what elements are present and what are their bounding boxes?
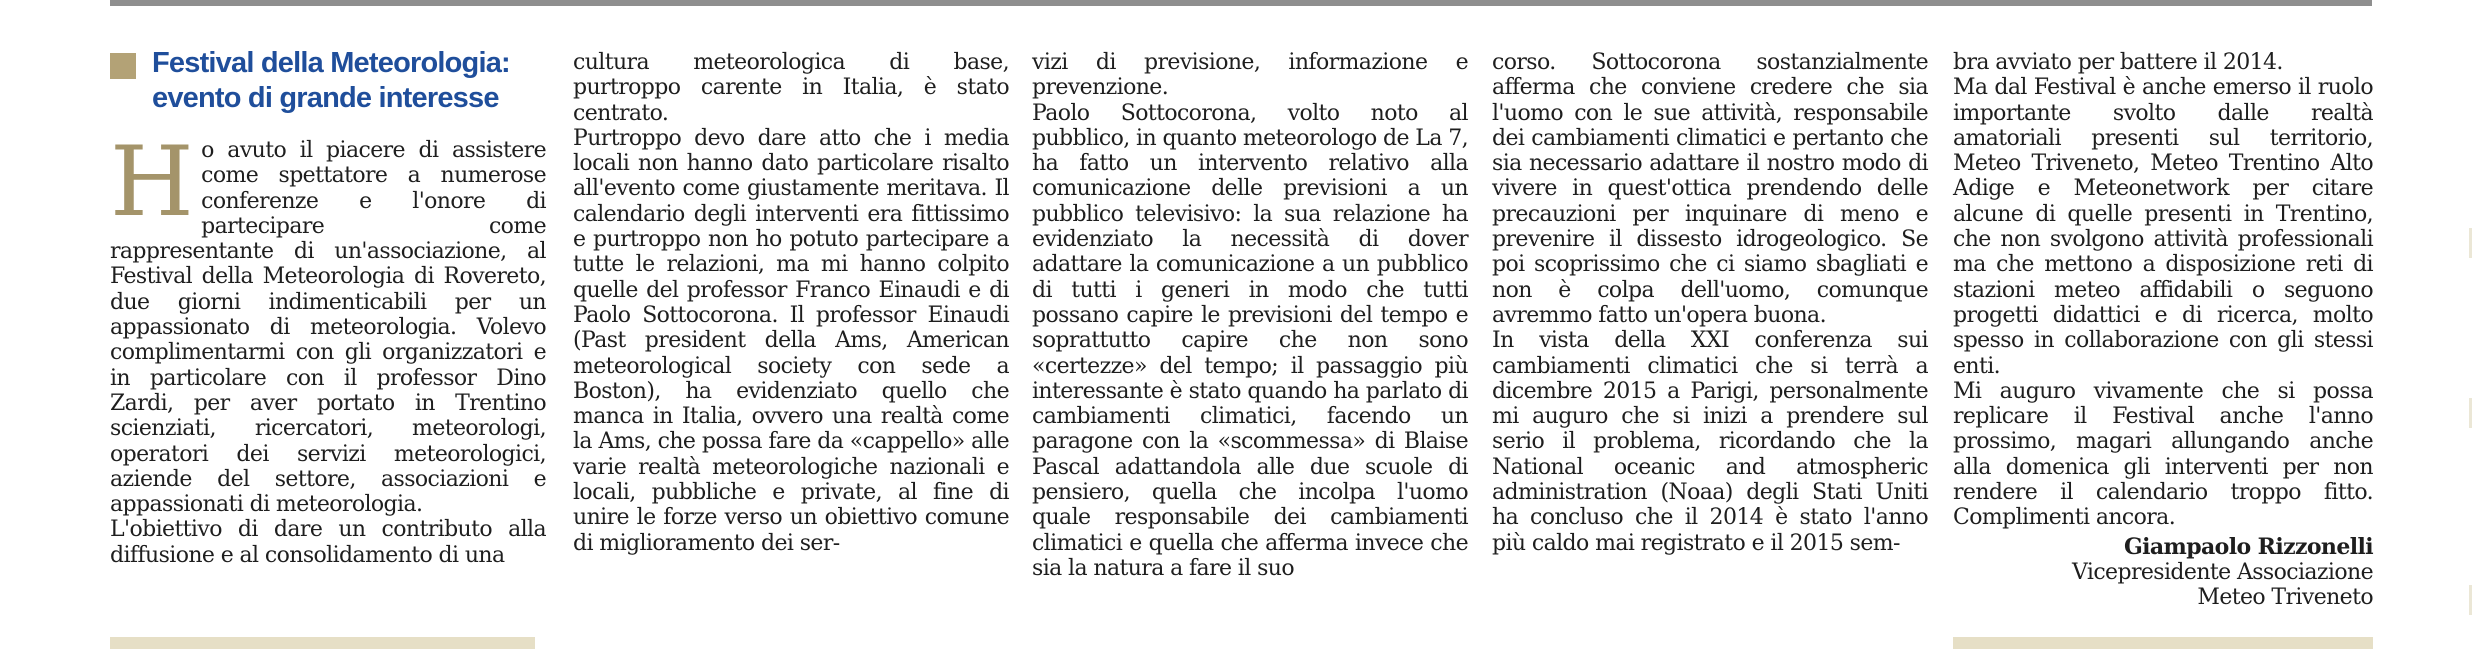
paragraph: Mi auguro vivamente che si possa replicare il Festival anche l'anno prossimo, magari allungando anche alla domenica gli interventi per non rendere il calendario troppo fitto. Complimenti ancora. [1953, 378, 2373, 531]
bottom-band-right [1953, 637, 2373, 649]
column-3 [1032, 50, 1468, 581]
signature-role: Vicepresidente Associazione [2072, 559, 2373, 585]
top-rule [110, 0, 2372, 6]
paragraph: Ma dal Festival è anche emerso il ruolo importante svolto dalle realtà amatoriali presenti sul territorio, Meteo Triveneto, Meteo Trentino Alto Adige e Meteonetwork per citare alcune di quelle presenti in Trentino, che non svolgono attività professionali ma che mettono a disposizione reti di stazioni meteo affidabili o seguono progetti didattici e di ricerca, molto spesso in collaborazione con gli stessi enti. [1953, 75, 2373, 379]
article-headline [110, 46, 546, 116]
adjacent-page-mark [2469, 228, 2472, 258]
signature-organization: Meteo Triveneto [2197, 585, 2373, 611]
paragraph: Purtroppo devo dare atto che i media locali non hanno dato particolare risalto all'evento come giustamente meritava. Il calendario degli interventi era fittissimo e purtroppo non ho potuto partecipare a tutte le relazioni, ma mi hanno colpito quelle del professor Franco Einaudi e di Paolo Sottocorona. Il professor Einaudi (Past president della Ams, American meteorological society con sede a Boston), ha evidenziato quello che manca in Italia, ovvero una realtà come la Ams, che possa fare da «cappello» alle varie realtà meteorologiche nazionali e locali, pubbliche e private, al fine di unire le forze verso un obiettivo comune di miglioramento dei ser- [573, 125, 1009, 556]
paragraph: L'obiettivo di dare un contributo alla diffusione e al consolidamento di una [110, 517, 546, 568]
dropcap-letter: H [110, 126, 194, 238]
adjacent-page-mark [2469, 398, 2472, 428]
paragraph: cultura meteorologica di base, purtroppo carente in Italia, è stato centrato. [573, 50, 1009, 126]
column-5 [1953, 50, 2373, 611]
column-1 [110, 46, 546, 568]
paragraph: bra avviato per battere il 2014. [1953, 50, 2283, 75]
bottom-band-left [110, 637, 535, 649]
paragraph-text: o avuto il piacere di assistere come spettatore a numerose conferenze e l'onore di partecipare come rappresentante di un'associazione, al Festival della Meteorologia di Rovereto, due giorni indimenticabili per un appassionato di meteorologia. Volevo complimentarmi con gli organizzatori e in particolare con il professor Dino Zardi, per aver portato in Trentino scienziati, ricercatori, meteorologi, operatori dei servizi meteorologici, aziende del settore, associazioni e appassionati di meteorologia. [110, 138, 546, 518]
column-2 [573, 50, 1009, 556]
paragraph: corso. Sottocorona sostanzialmente afferma che conviene credere che sia l'uomo con le sue attività, responsabile dei cambiamenti climatici e pertanto che sia necessario adattare il nostro modo di vivere in quest'ottica prendendo delle precauzioni per inquinare di meno e prevenire il dissesto idrogeologico. Se poi scoprissimo che ci siamo sbagliati e non è colpa dell'uomo, comunque avremmo fatto un'opera buona. [1492, 50, 1928, 328]
signature-name: Giampaolo Rizzonelli [2123, 533, 2373, 560]
paragraph: In vista della XXI conferenza sui cambiamenti climatici che si terrà a dicembre 2015 a Parigi, personalmente mi auguro che si inizi a prendere sul serio il problema, ricordando che la National oceanic and atmospheric administration (Noaa) degli Stati Uniti ha concluso che il 2014 è stato l'anno più caldo mai registrato e il 2015 sem- [1492, 328, 1928, 556]
headline-marker-square [110, 53, 136, 79]
column-4 [1492, 50, 1928, 556]
paragraph: Paolo Sottocorona, volto noto al pubblico, in quanto meteorologo de La 7, ha fatto un intervento relativo alla comunicazione delle previsioni a un pubblico televisivo: la sua relazione ha evidenziato la necessità di dover adattare la comunicazione a un pubblico di tutti i generi in modo che tutti possano capire le previsioni del tempo e soprattutto capire che non sono «certezze» del tempo; il passaggio più interessante è stato quando ha parlato di cambiamenti climatici, facendo un paragone con la «scommessa» di Blaise Pascal adattandola alle due scuole di pensiero, quella che incolpa l'uomo quale responsabile dei cambiamenti climatici e quella che afferma invece che sia la natura a fare il suo [1032, 100, 1469, 581]
signature-block [1953, 535, 2373, 611]
paragraph: vizi di previsione, informazione e prevenzione. [1032, 50, 1468, 101]
headline-line-1: Festival della Meteorologia: [152, 47, 510, 79]
paragraph [110, 126, 546, 518]
adjacent-page-mark [2469, 585, 2472, 615]
headline-line-2: evento di grande interesse [152, 82, 499, 114]
